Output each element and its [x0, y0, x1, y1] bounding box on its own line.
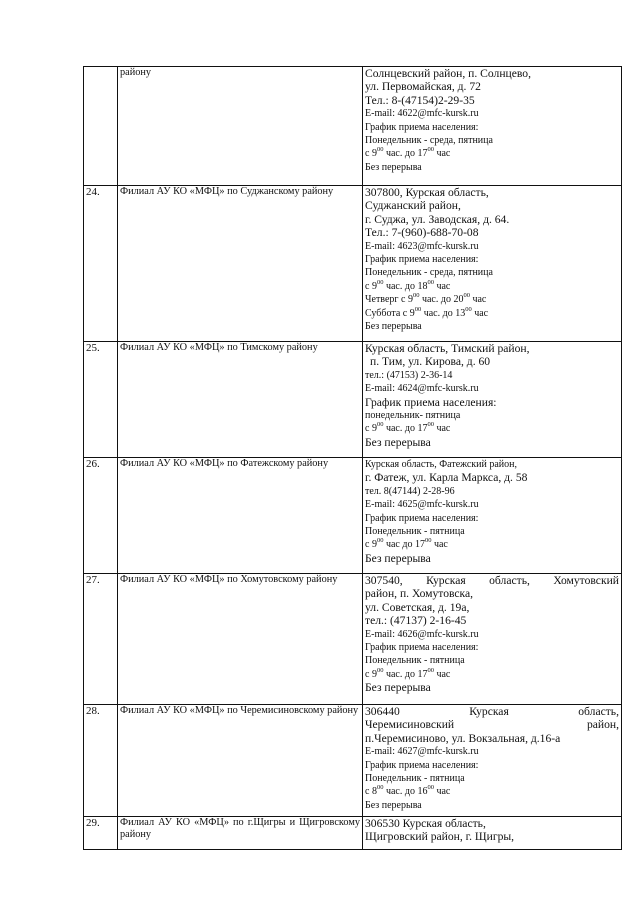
schedule-break: Без перерыва	[365, 161, 422, 173]
schedule-break: Без перерыва	[365, 435, 431, 449]
schedule-days: Понедельник - пятница	[365, 773, 465, 785]
branch-address	[363, 574, 622, 705]
schedule-title: График приема населения:	[365, 121, 479, 133]
schedule-hours: с $9^{00}$ час. до $18^{00}$ час	[365, 279, 451, 292]
branch-name: Филиал АУ КО «МФЦ» по г.Щигры и Щигровскому району	[118, 817, 363, 850]
row-number: 25.	[84, 342, 118, 458]
schedule-hours: с $9^{00}$ час. до $17^{00}$ час	[365, 147, 451, 160]
row-number: 24.	[84, 186, 118, 342]
schedule-hours: с $9^{00}$ час. до $17^{00}$ час	[365, 422, 451, 435]
phone: тел.: (47137) 2-16-45	[365, 614, 467, 628]
email: E-mail: 4624@mfc-kursk.ru	[365, 383, 479, 395]
address-line: район, п. Хомутовска,	[365, 587, 474, 601]
schedule-hours: с $9^{00}$ час. до $17^{00}$ час	[365, 667, 451, 680]
schedule-title: График приема населения:	[365, 512, 479, 524]
schedule-title: График приема населения:	[365, 395, 497, 409]
schedule-title: График приема населения:	[365, 254, 479, 266]
address-line: 306530 Курская область,	[365, 817, 486, 830]
branch-name: Филиал АУ КО «МФЦ» по Тимскому району	[118, 342, 363, 458]
branch-name: Филиал АУ КО «МФЦ» по Хомутовскому району	[118, 574, 363, 705]
address-line: 307800, Курская область,	[365, 186, 489, 199]
row-number	[84, 67, 118, 186]
table-row	[84, 817, 622, 850]
schedule-break: Без перерыва	[365, 681, 431, 695]
address-line: п. Тим, ул. Кирова, д. 60	[370, 355, 491, 369]
phone: тел. 8(47144) 2-28-96	[365, 485, 455, 497]
row-number: 26.	[84, 458, 118, 574]
branch-name: Филиал АУ КО «МФЦ» по Черемисиновскому району	[118, 705, 363, 817]
address-line: Черемисиновский район,	[365, 718, 619, 732]
table-row	[84, 186, 622, 342]
phone: Тел.: 8-(47154)2-29-35	[365, 93, 475, 107]
schedule-break: Без перерыва	[365, 551, 431, 565]
schedule-days: Понедельник - среда, пятница	[365, 267, 493, 279]
email: E-mail: 4623@mfc-kursk.ru	[365, 240, 479, 252]
table-row	[84, 458, 622, 574]
schedule-days: понедельник- пятница	[365, 410, 461, 422]
schedule-break: Без перерыва	[365, 799, 422, 811]
address-line: 306440 Курская область,	[365, 705, 619, 718]
branch-address	[363, 458, 622, 574]
branch-name: Филиал АУ КО «МФЦ» по Фатежскому району	[118, 458, 363, 574]
schedule-hours: с $9^{00}$ час до $17^{00}$ час	[365, 538, 448, 551]
branch-address	[363, 342, 622, 458]
phone: тел.: (47153) 2-36-14	[365, 369, 453, 381]
row-number: 27.	[84, 574, 118, 705]
email: E-mail: 4622@mfc-kursk.ru	[365, 108, 479, 120]
schedule-days: Понедельник - пятница	[365, 655, 465, 667]
branch-name: району	[118, 67, 363, 186]
schedule-title: График приема населения:	[365, 759, 479, 771]
address-line: Суджанский район,	[365, 199, 461, 213]
branch-name: Филиал АУ КО «МФЦ» по Суджанскому району	[118, 186, 363, 342]
row-number: 29.	[84, 817, 118, 850]
schedule-days: Понедельник - среда, пятница	[365, 135, 493, 147]
address-line: Солнцевский район, п. Солнцево,	[365, 67, 531, 80]
address-line: п.Черемисиново, ул. Вокзальная, д.16-а	[365, 731, 561, 745]
address-line: г. Суджа, ул. Заводская, д. 64.	[365, 212, 510, 226]
branch-address	[363, 67, 622, 186]
schedule-break: Без перерыва	[365, 321, 422, 333]
branch-address	[363, 817, 622, 850]
address-line: ул. Первомайская, д. 72	[365, 80, 481, 94]
email: E-mail: 4627@mfc-kursk.ru	[365, 746, 479, 758]
table-row	[84, 67, 622, 186]
row-number: 28.	[84, 705, 118, 817]
mfc-branches-table	[83, 66, 622, 850]
email: E-mail: 4626@mfc-kursk.ru	[365, 628, 479, 640]
table-row	[84, 705, 622, 817]
schedule-title: График приема населения:	[365, 642, 479, 654]
phone: Тел.: 7-(960)-688-70-08	[365, 226, 479, 240]
table-row	[84, 342, 622, 458]
address-line: Курская область, Тимский район,	[365, 342, 530, 355]
address-line: 307540, Курская область, Хомутовский	[365, 574, 619, 587]
schedule-days: Понедельник - пятница	[365, 526, 465, 538]
branch-address	[363, 705, 622, 817]
table-row	[84, 574, 622, 705]
schedule-saturday: Суббота с $9^{00}$ час. до $13^{00}$ час	[365, 306, 489, 319]
email: E-mail: 4625@mfc-kursk.ru	[365, 499, 479, 511]
address-line: Курская область, Фатежский район,	[365, 459, 517, 470]
branch-address	[363, 186, 622, 342]
schedule-thursday: Четверг с $9^{00}$ час. до $20^{00}$ час	[365, 293, 487, 306]
address-line: ул. Советская, д. 19а,	[365, 600, 470, 614]
schedule-hours: с $8^{00}$ час. до $16^{00}$ час	[365, 785, 451, 798]
address-line: г. Фатеж, ул. Карла Маркса, д. 58	[365, 471, 528, 485]
address-line: Щигровский район, г. Щигры,	[365, 830, 515, 844]
